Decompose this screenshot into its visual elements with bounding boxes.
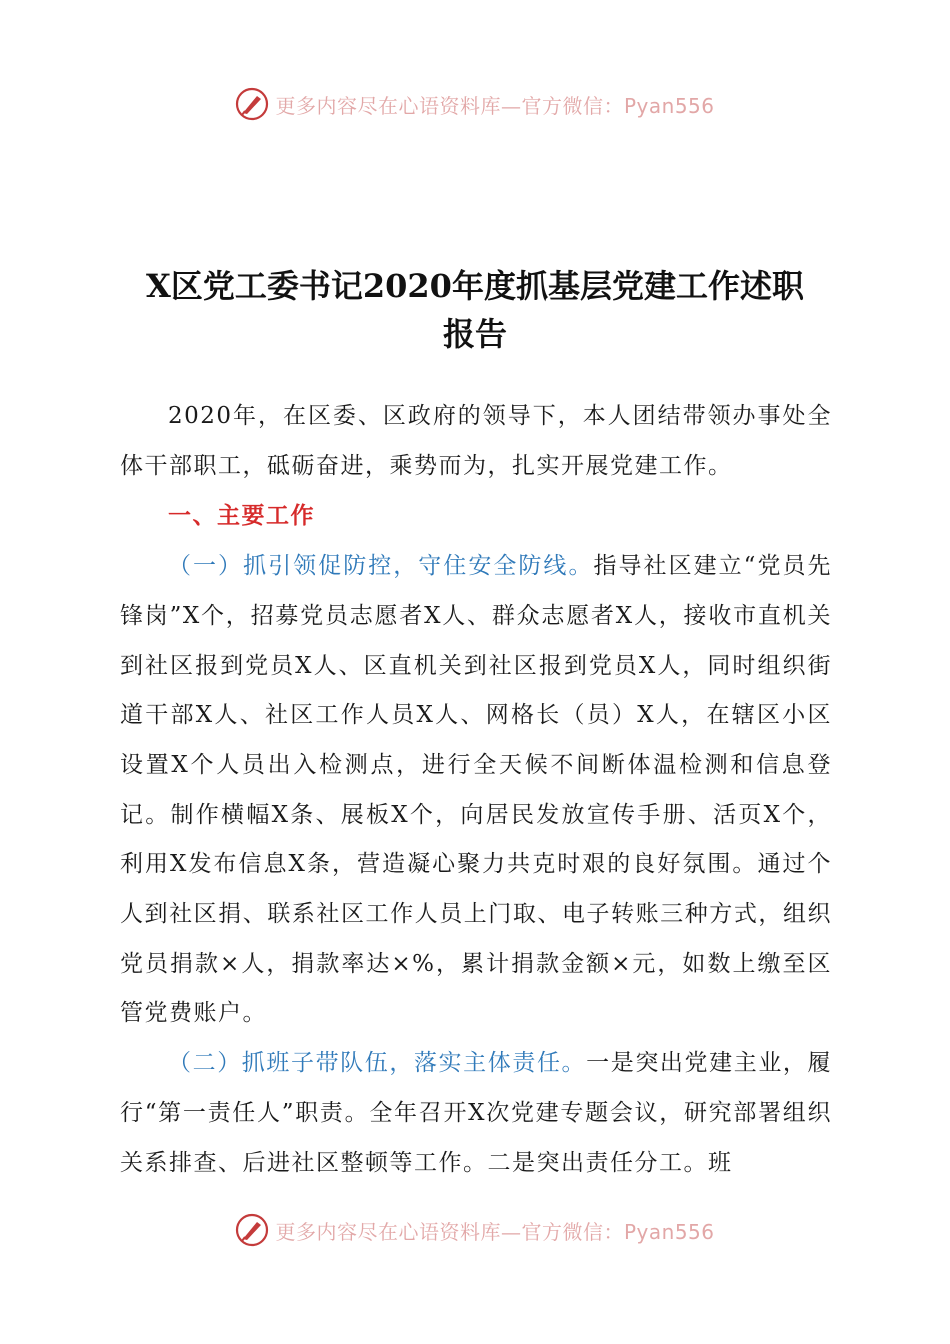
intro-paragraph: 2020年，在区委、区政府的领导下，本人团结带领办事处全体干部职工，砥砺奋进，乘势而为，扎实开展党建工作。: [120, 403, 832, 479]
sub2-body: 一是突出党建主业，履行“第一责任人”职责。全年召开X次党建专题会议，研究部署组织关系排查、后进社区整顿等工作。二是突出责任分工。班: [120, 1050, 833, 1176]
watermark-wechat-id: Pyan556: [623, 1219, 715, 1244]
document-title-line1: X区党工委书记2020年度抓基层党建工作述职: [146, 267, 804, 305]
document-title: [100, 262, 850, 358]
watermark-wechat-id: Pyan556: [623, 93, 715, 118]
section-heading: [120, 491, 832, 542]
watermark-label: 更多内容尽在心语资料库—官方微信：: [275, 93, 624, 118]
sub2-paragraph: [120, 1039, 832, 1188]
quill-logo-icon: [235, 87, 269, 121]
sub2-heading: （二）抓班子带队伍，落实主体责任。: [168, 1050, 587, 1077]
watermark-text: [275, 1216, 714, 1245]
sub1-heading: （一）抓引领促防控，守住安全防线。: [168, 553, 594, 580]
section1-heading: 一、主要工作: [168, 502, 315, 530]
watermark-header: [0, 84, 950, 124]
document-body: [120, 392, 832, 1188]
watermark-footer: [0, 1210, 950, 1250]
sub1-body: 指导社区建立“党员先锋岗”X个，招募党员志愿者X人、群众志愿者X人，接收市直机关到社区报到党员X人、区直机关到社区报到党员X人，同时组织街道干部X人、社区工作人员X人、网格长（员）X人，在辖区小区设置X个人员出入检测点，进行全天候不间断体温检测和信息登记。制作横幅X条、展板X个，向居民发放宣传手册、活页X个，利用X发布信息X条，营造凝心聚力共克时艰的良好氛围。通过个人到社区捐、联系社区工作人员上门取、电子转账三种方式，组织党员捐款×人，捐款率达×%，累计捐款金额×元，如数上缴至区管党费账户。: [120, 553, 832, 1027]
watermark-label: 更多内容尽在心语资料库—官方微信：: [275, 1219, 624, 1244]
watermark-text: [275, 90, 714, 119]
quill-logo-icon: [235, 1213, 269, 1247]
sub1-paragraph: [120, 542, 832, 1039]
document-title-line2: 报告: [442, 315, 507, 353]
